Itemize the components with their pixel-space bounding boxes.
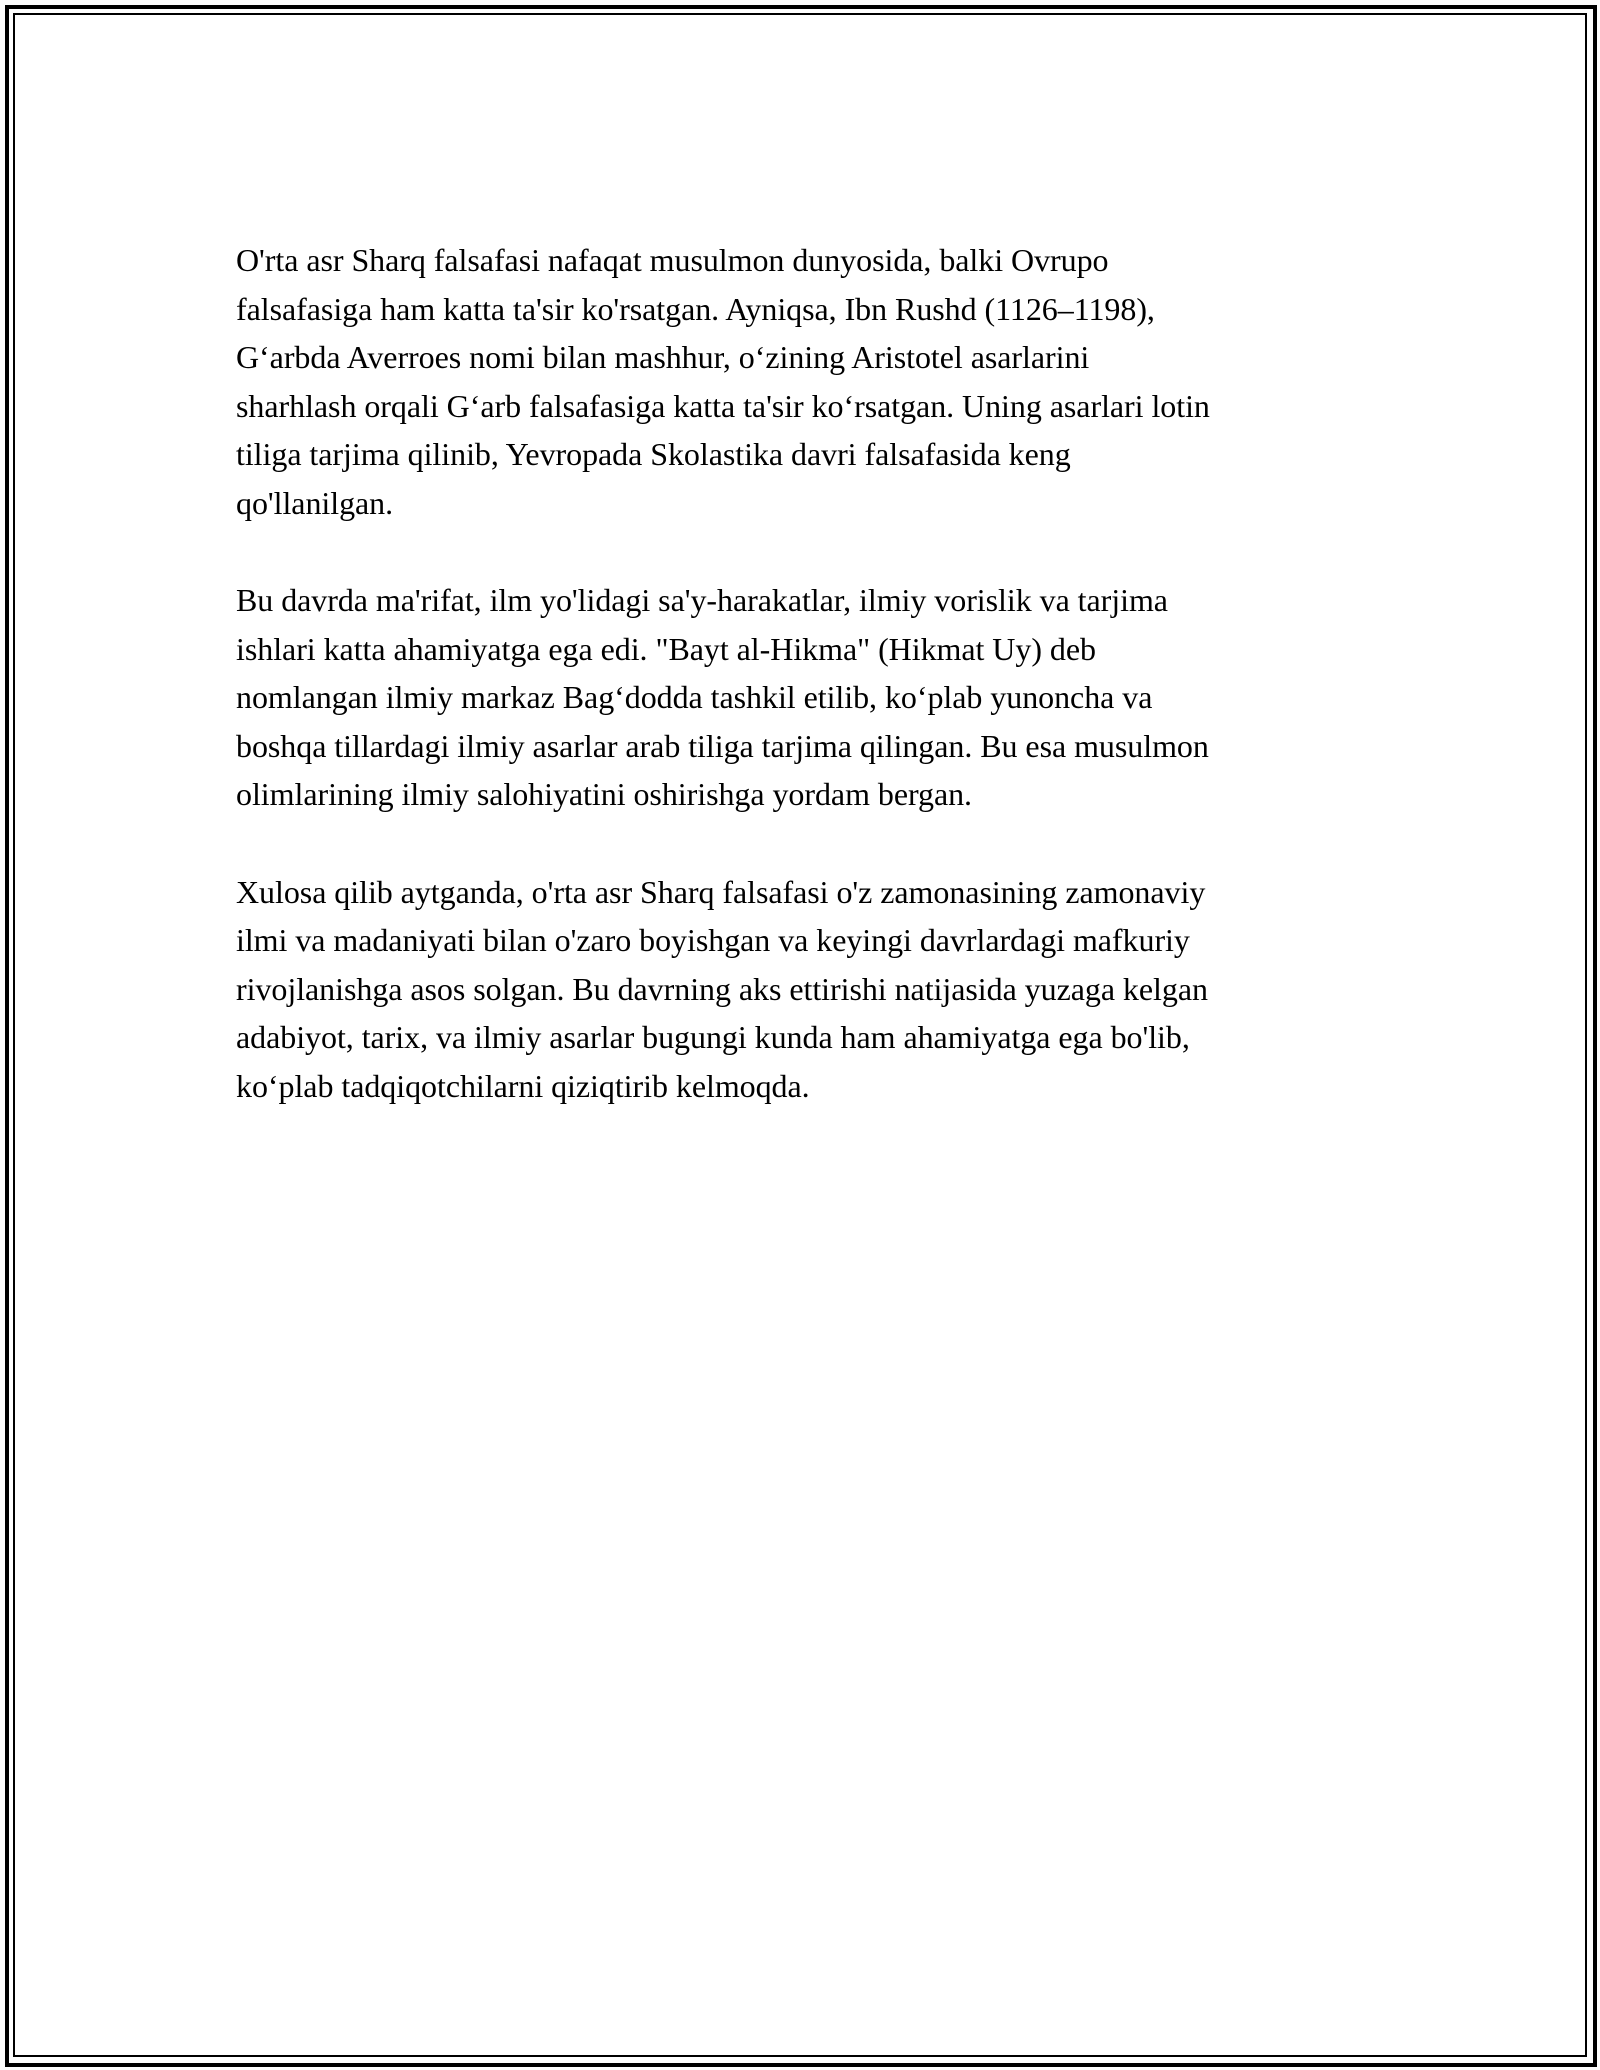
paragraph-line: ko‘plab tadqiqotchilarni qiziqtirib kelmoqda. — [236, 1067, 810, 1104]
paragraph-line: Xulosa qilib aytganda, o'rta asr Sharq falsafasi o'z zamonasining zamonaviy — [236, 873, 1206, 910]
paragraph-line: tiliga tarjima qilinib, Yevropada Skolastika davri falsafasida keng — [236, 436, 1071, 472]
paragraph-line: boshqa tillardagi ilmiy asarlar arab tiliga tarjima qilingan. Bu esa musulmon — [236, 727, 1209, 764]
document-body — [236, 236, 1376, 1159]
paragraph-line: O'rta asr Sharq falsafasi nafaqat musulmon dunyosida, balki Ovrupo — [236, 242, 1109, 278]
paragraph-line: nomlangan ilmiy markaz Bag‘dodda tashkil etilib, ko‘plab yunoncha va — [236, 679, 1153, 715]
paragraph-3 — [236, 868, 1376, 1111]
paragraph-line: rivojlanishga asos solgan. Bu davrning aks ettirishi natijasida yuzaga kelgan — [236, 970, 1208, 1007]
paragraph-line: ilmi va madaniyati bilan o'zaro boyishgan va keyingi davrlardagi mafkuriy — [236, 922, 1190, 958]
paragraph-2 — [236, 576, 1376, 819]
paragraph-line: qo'llanilgan. — [236, 484, 394, 521]
paragraph-line: Bu davrda ma'rifat, ilm yo'lidagi sa'y-harakatlar, ilmiy vorislik va tarjima — [236, 582, 1168, 618]
paragraph-line: sharhlash orqali G‘arb falsafasiga katta ta'sir ko‘rsatgan. Uning asarlari lotin — [236, 387, 1210, 424]
paragraph-1 — [236, 236, 1376, 527]
paragraph-line: falsafasiga ham katta ta'sir ko'rsatgan. Ayniqsa, Ibn Rushd (1126–1198), — [236, 290, 1155, 327]
paragraph-line: olimlarining ilmiy salohiyatini oshirishga yordam bergan. — [236, 776, 973, 812]
paragraph-line: ishlari katta ahamiyatga ega edi. "Bayt al-Hikma" (Hikmat Uy) deb — [236, 630, 1096, 667]
paragraph-line: G‘arbda Averroes nomi bilan mashhur, o‘zining Aristotel asarlarini — [236, 339, 1090, 375]
paragraph-line: adabiyot, tarix, va ilmiy asarlar bugungi kunda ham ahamiyatga ega bo'lib, — [236, 1019, 1190, 1055]
